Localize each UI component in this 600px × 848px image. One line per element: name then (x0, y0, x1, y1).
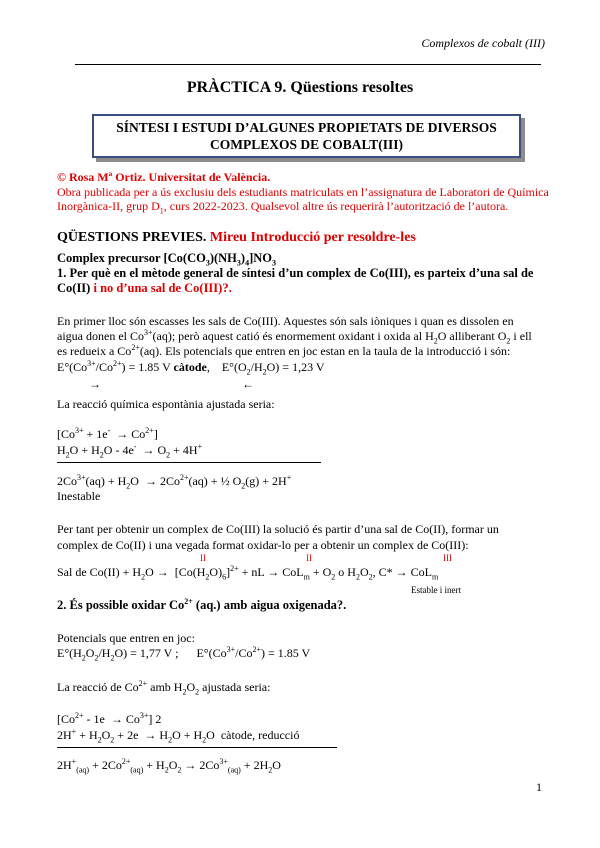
potentials-line: $E^\circ(Co^{3+}/Co^{2+}) = 1.85$ V càtode, $E^\circ(O_2/H_2O) = 1,23$ V (57, 359, 325, 377)
arrow-left: ← (242, 377, 254, 391)
sum-rule-1 (57, 462, 321, 463)
section-heading-text: QÜESTIONS PREVIES. (57, 230, 207, 245)
half-reaction-2: $H_2O + H_2O - 4e^- \to O_2 + 4H^+$ (57, 442, 203, 460)
section-note: Mireu Introducció per resoldre-les (209, 230, 416, 245)
half-reaction-4: $2H^+ + H_2O_2 + 2e \to H_2O + H_2O$ càtode, reducció (57, 727, 300, 745)
copyright-author: © Rosa Mª Ortiz. Universitat de València. (57, 170, 271, 184)
unstable-label: Inestable (57, 489, 101, 503)
p1-line-2: aigua donen el $Co^{3+}(aq)$; però aquest catió és enormement oxidant i oxida al $H_2O$ alliberant $O_2$ i ell (57, 328, 532, 346)
p2-line-2: complex de Co(II) i una vegada format oxidar-lo per a obtenir un complex de Co(III): (57, 538, 469, 552)
stable-label: Estable i inert (411, 585, 461, 595)
title-box (92, 114, 521, 158)
potentials-intro: Potencials que entren en joc: (57, 631, 195, 645)
potentials-values: $E^\circ(H_2O_2/H_2O) = 1,77$ V ; $E^\circ(Co^{3+}/Co^{2+}) = 1.85$ V (57, 645, 311, 663)
title-box-line-1: SÍNTESI I ESTUDI D’ALGUNES PROPIETATS DE DIVERSOS (116, 120, 497, 135)
section-heading (57, 230, 416, 246)
running-header: Complexos de cobalt (III) (421, 36, 545, 50)
question-1-text: 1. Per què en el mètode general de síntesi d’un complex de Co(III), es parteix d’una sal de Co(II) (57, 266, 534, 295)
copyright-line-1: Obra publicada per a ús exclusiu dels estudiants matriculats en l’assignatura de Laboratori de Química (57, 185, 549, 199)
question-2: 2. És possible oxidar $Co^{2+}$ (aq.) amb aigua oxigenada?. (57, 596, 347, 612)
sum-rule-2 (57, 747, 337, 748)
p2-line-1: Per tant per obtenir un complex de Co(III) la solució és partir d’una sal de Co(II), formar un (57, 522, 499, 536)
precursor-line: Complex precursor $[Co(CO_3)(NH_3)_4]NO_3$ (57, 251, 276, 268)
synthesis-scheme: Sal de $Co(II) + H_2O \to [Co(H_2O)_6]^{2+}$ + nL → $CoL_m + O_2$ o $H_2O_2$, C* → CoL$_m$ (57, 564, 439, 582)
overall-reaction-2: $2H^+_{(aq)} + 2Co^{2+}_{(aq)} + H_2O_2 \to 2Co^{3+}_{(aq)} + 2H_2O$ (57, 757, 281, 775)
reaction-intro: La reacció química espontània ajustada seria: (57, 397, 275, 411)
half-reaction-1: $[Co^{3+} + 1e^- \to Co^{2+}]$ (57, 426, 158, 441)
oxidation-state-3: III (443, 553, 452, 563)
oxidation-state-1: II (200, 553, 206, 563)
page-title: PRÀCTICA 9. Qüestions resoltes (186, 79, 414, 96)
overall-reaction-1: $2Co^{3+}(aq) + H_2O \to 2Co^{2+}(aq)$ + ½ $O_2(g) + 2H^+$ (57, 473, 292, 491)
reaction-2-intro: La reacció de $Co^{2+}$ amb $H_2O_2$ ajustada seria: (57, 679, 271, 697)
title-box-line-2: COMPLEXOS DE COBALT(III) (209, 137, 404, 152)
question-1-red: i no d’una sal de Co(III)?. (93, 281, 232, 295)
question-1 (57, 266, 543, 296)
oxidation-state-2: II (306, 553, 312, 563)
p1-line-3: es redueix a $Co^{2+}(aq)$. Els potencials que entren en joc estan en la taula de la introducció i són: (57, 343, 511, 358)
copyright-line-2: Inorgànica-II, grup $D_1$, curs 2022-2023. Qualsevol altre ús requerirà l’autorització de l’autora. (57, 199, 509, 216)
p1-line-1: En primer lloc són escasses les sals de Co(III). Aquestes són sals iòniques i quan es dissolen en (57, 314, 514, 328)
arrow-right: → (89, 377, 101, 391)
header-rule (75, 64, 541, 65)
page-number: 1 (536, 780, 542, 794)
half-reaction-3: $[Co^{2+} - 1e \to Co^{3+}]$ 2 (57, 711, 162, 726)
